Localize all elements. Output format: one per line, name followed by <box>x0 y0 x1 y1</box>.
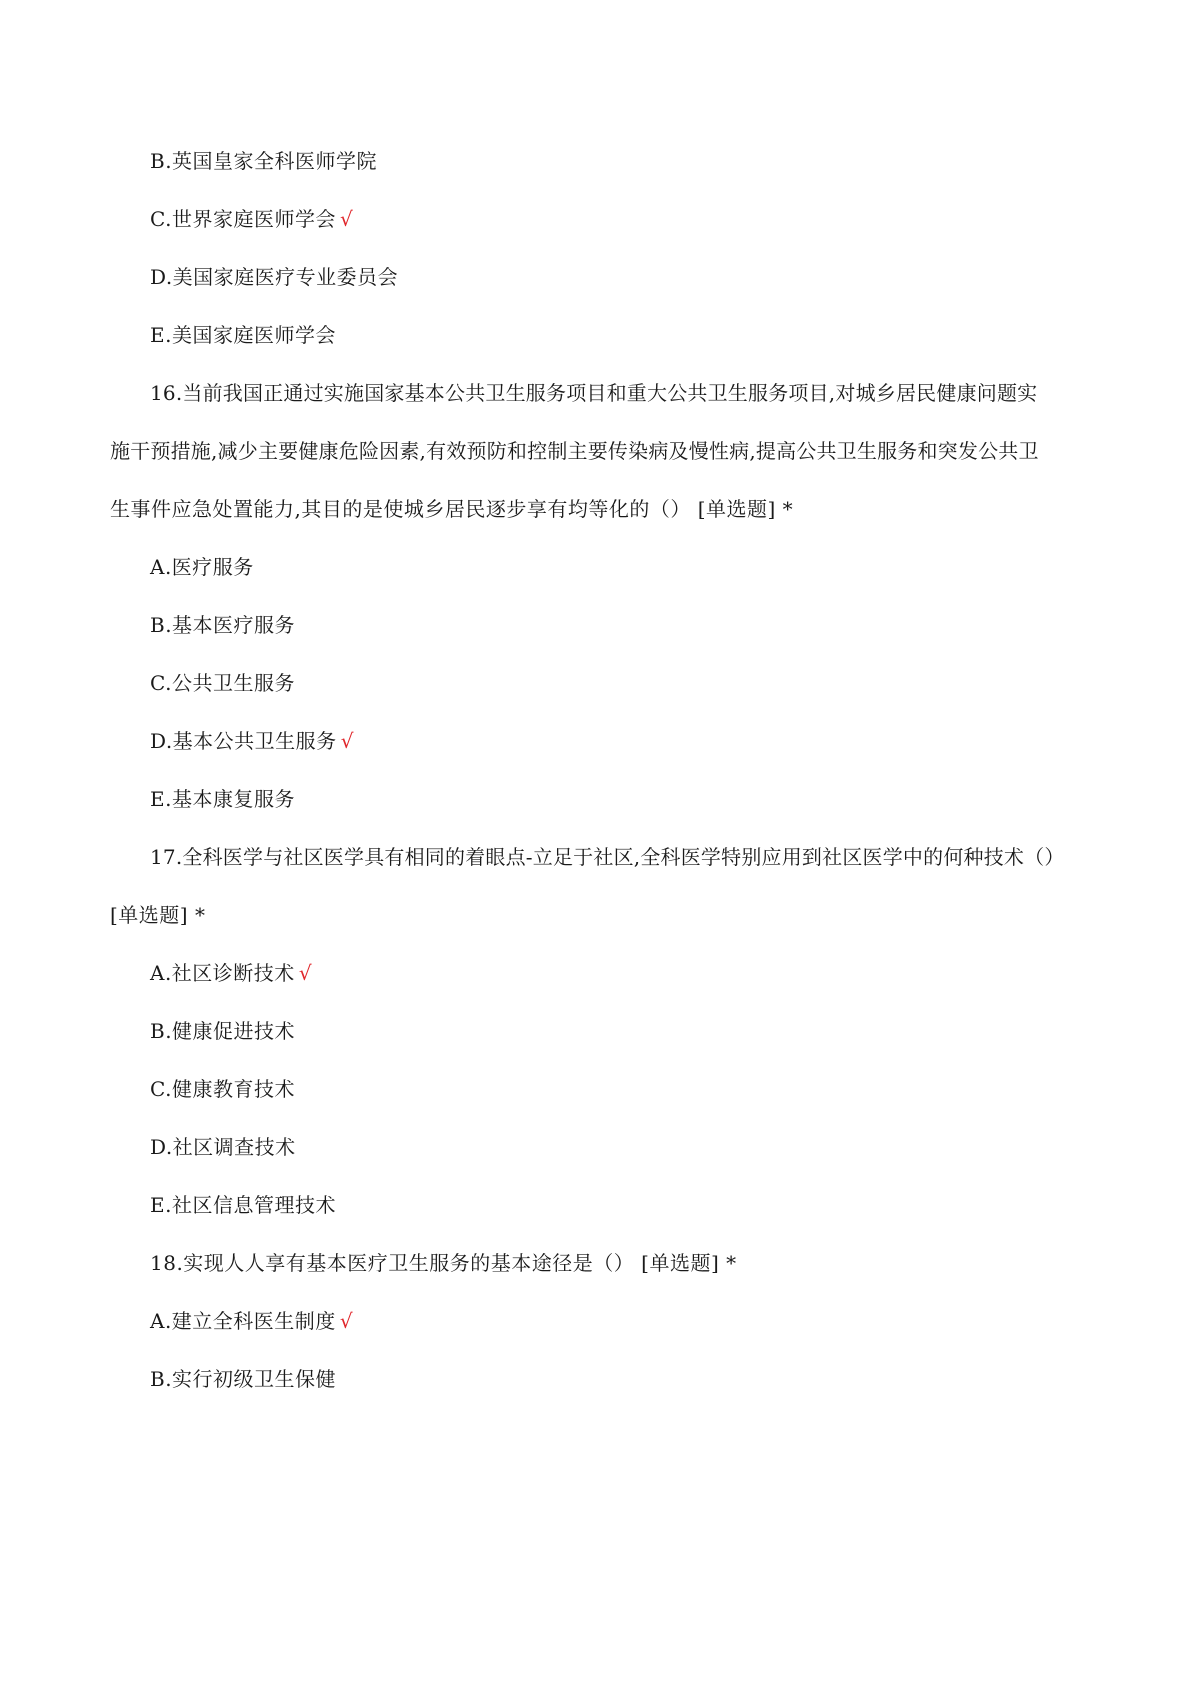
q17-text-line-1: 17.全科医学与社区医学具有相同的着眼点-立足于社区,全科医学特别应用到社区医学中的何种技术（） <box>150 845 1065 869</box>
option-label: B.基本医疗服务 <box>150 613 296 637</box>
option-label: E.基本康复服务 <box>150 787 295 811</box>
option-label: A.医疗服务 <box>150 555 254 579</box>
q17-option-b <box>150 1019 295 1043</box>
q15-option-d <box>150 265 398 289</box>
q17-option-c <box>150 1077 295 1101</box>
q16-text-line-1: 16.当前我国正通过实施国家基本公共卫生服务项目和重大公共卫生服务项目,对城乡居民健康问题实 <box>150 381 1038 405</box>
q17-option-a <box>150 961 312 985</box>
q18-option-b <box>150 1367 336 1391</box>
option-label: B.健康促进技术 <box>150 1019 296 1043</box>
q16-option-a <box>150 555 254 579</box>
q17-option-d <box>150 1135 296 1159</box>
q16-option-c <box>150 671 295 695</box>
q16-option-b <box>150 613 295 637</box>
option-label: D.社区调查技术 <box>150 1135 296 1159</box>
option-label: D.美国家庭医疗专业委员会 <box>150 265 399 289</box>
option-label: E.美国家庭医师学会 <box>150 323 336 347</box>
q18-option-a <box>150 1309 353 1333</box>
option-label: A.社区诊断技术 <box>150 961 295 985</box>
correct-check-icon: √ <box>298 961 313 985</box>
q15-option-b <box>150 149 377 173</box>
option-label: C.公共卫生服务 <box>150 671 295 695</box>
option-label: A.建立全科医生制度 <box>150 1309 336 1333</box>
option-label: B.实行初级卫生保健 <box>150 1367 337 1391</box>
option-label: D.基本公共卫生服务 <box>150 729 337 753</box>
q16-text-line-3: 生事件应急处置能力,其目的是使城乡居民逐步享有均等化的（） [单选题] * <box>110 497 794 521</box>
correct-check-icon: √ <box>339 207 354 231</box>
option-label: E.社区信息管理技术 <box>150 1193 336 1217</box>
q18-text-line-1: 18.实现人人享有基本医疗卫生服务的基本途径是（） [单选题] * <box>150 1251 737 1275</box>
q16-option-d <box>150 729 354 753</box>
q15-option-c <box>150 207 353 231</box>
q17-text-line-2: [单选题] * <box>110 903 206 927</box>
option-label: B.英国皇家全科医师学院 <box>150 149 378 173</box>
q16-option-e <box>150 787 295 811</box>
q17-option-e <box>150 1193 336 1217</box>
correct-check-icon: √ <box>340 729 354 753</box>
correct-check-icon: √ <box>339 1309 354 1333</box>
q16-text-line-2: 施干预措施,减少主要健康危险因素,有效预防和控制主要传染病及慢性病,提高公共卫生服务和突发公共卫 <box>110 439 1039 463</box>
q15-option-e <box>150 323 336 347</box>
option-label: C.健康教育技术 <box>150 1077 295 1101</box>
option-label: C.世界家庭医师学会 <box>150 207 336 231</box>
